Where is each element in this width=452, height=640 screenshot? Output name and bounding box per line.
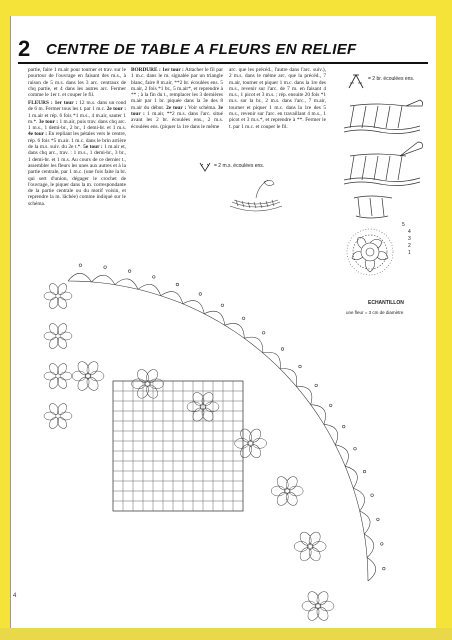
- fleurs-heading: FLEURS :: [28, 99, 53, 106]
- intro-paragraph: partie, faire 1 m.air pour tourner et trav. sur le pourtour de l'ouvrage en faisant des m.s., à raison de 5 m.s. dans les 3 arc. centraux de chq partie, et 4 dans les autres arc. Fermer comme le 1er t. et couper le fil.: [28, 67, 126, 99]
- stitch-illustration: [340, 98, 426, 226]
- fleurs-round-4-heading: 4e tour :: [28, 131, 48, 138]
- fleurs-round-1-heading: 1er tour :: [54, 99, 78, 106]
- text-column-2: [131, 67, 223, 131]
- round-label-5: 5: [402, 222, 405, 228]
- fleurs-round-2: 1 m.air et rép. 6 fois *1 m.s., 4 m.air, sauter 1 m.*.: [28, 112, 126, 125]
- page-border-left: [0, 0, 10, 640]
- outer-border-scallops: [68, 264, 385, 581]
- fleurs-round-2-heading: 2e tour :: [106, 106, 126, 113]
- round-label-2: 2: [408, 243, 411, 249]
- round-label-4: 4: [408, 229, 411, 235]
- legend-label-1: = 2 br. écoulées ens.: [368, 76, 415, 82]
- bordure-round-1: Attacher le fil par 1 m.c. dans le m. signalée par un triangle blanc, faire 8 m.air, **2 br. écoulées ens. 5 m.air, 2 fois *1 br., 5 m.air*, et reprendre à ** ; à la fin du t., remplacer les 3 dernières m.air par 1 br. piquée dans la 3e des 8 m.air du début.: [131, 67, 223, 111]
- text-column-3: [229, 67, 326, 131]
- fleurs-round-4: En repliant les pétales vers le centre, rép. 6 fois *5 m.air. 1 m.c. dans le brin arrière de la m.s. suiv. du 2e t.*.: [28, 131, 126, 151]
- central-mesh-grid: [113, 381, 243, 511]
- fleurs-paragraph: [28, 100, 126, 207]
- bordure-paragraph: [131, 67, 223, 130]
- header-rule: [18, 62, 428, 64]
- bordure-round-2: Voir schéma.: [186, 104, 217, 111]
- symbol-2-br-ecoulees: [346, 72, 366, 90]
- fleurs-round-3: 1 m.air, puis trav. dans chq arc. 1 m.s., 1 demi-br., 2 br., 1 demi-br. et 1 m.s.: [28, 118, 126, 132]
- fleurs-round-1: 12 m.s. dans un rond de 6 m. Fermer tous les t. par 1 m.c.: [28, 99, 127, 113]
- fleurs-round-5: 1 m.air et, dans chq arc., trav. : 1 m.s., 1 demi-br., 3 br., 1 demi-br. et 1 m.s. Au cours de ce dernier t., assembler les fleurs les unes aux autres et à la partie centrale, par 1 m.c. (une fois faite la br. qui sert d'union, dégager le crochet de l'ouvrage, le piquer dans la m. correspondante de la partie centrale ou du motif voisin, et reprendre la m. lâchée) comme indiqué sur le schéma.: [28, 144, 126, 207]
- bordure-round-2-heading: 2e tour :: [166, 104, 187, 111]
- page-border-bottom: [0, 628, 452, 640]
- bordure-round-3: 1 m.air, **2 m.s. dans l'arc. situé avant les 2 br. écoulées ens., 2 m.s. écoulées ens. (piquer la 1re dans le même: [131, 111, 224, 130]
- bordure-round-3-heading: 3e tour :: [131, 104, 224, 118]
- page-border-right: [436, 0, 452, 640]
- bordure-continued: arc. que les précéd., l'autre dans l'arc. suiv.), 2 m.s. dans le même arc. que la précéd., 7 m.air, tourner et piquer 1 m.c. dans la 1re des m.s., revenir sur l'arc. de 7 m. en faisant 4 m.s., 1 picot et 3 m.s. ; rép. ensuite 20 fois *1 m.s. sur la br., 2 m.s. dans l'arc., 7 m.air, tourner et piquer 1 m.c. dans la 1re des 5 m.s., revenir sur l'arc. en travaillant 4 m.s., 1 picot et 3 m.s.*, et reprendre à **. Fermer le t. par 1 m.c. et couper le fil.: [229, 67, 326, 130]
- sample-caption: une fleur = 3 cm de diamètre: [346, 310, 404, 315]
- page-number: 4: [13, 593, 17, 599]
- text-column-1: [28, 67, 126, 209]
- bordure-round-1-heading: 1er tour :: [162, 67, 184, 73]
- fleurs-round-5-heading: 5e tour :: [83, 144, 103, 151]
- sample-title: ECHANTILLON: [368, 300, 404, 306]
- bordure-heading: BORDURE :: [131, 67, 161, 73]
- page-border-top: [0, 0, 452, 16]
- pattern-title: CENTRE DE TABLE A FLEURS EN RELIEF: [46, 40, 357, 58]
- table-centre-chart-diagram: [28, 236, 410, 596]
- legend-label-2: = 2 m.s. écoulées ens.: [214, 163, 265, 169]
- round-label-3: 3: [408, 236, 411, 242]
- flower-ring: [44, 282, 334, 622]
- symbol-2-ms-ecoulees: [198, 161, 212, 173]
- pattern-header: [18, 36, 428, 62]
- pattern-number: 2: [18, 36, 31, 61]
- stitch-sample-illustration: [228, 176, 284, 214]
- fleurs-round-3-heading: 3e tour :: [38, 118, 59, 125]
- round-label-1: 1: [408, 250, 411, 256]
